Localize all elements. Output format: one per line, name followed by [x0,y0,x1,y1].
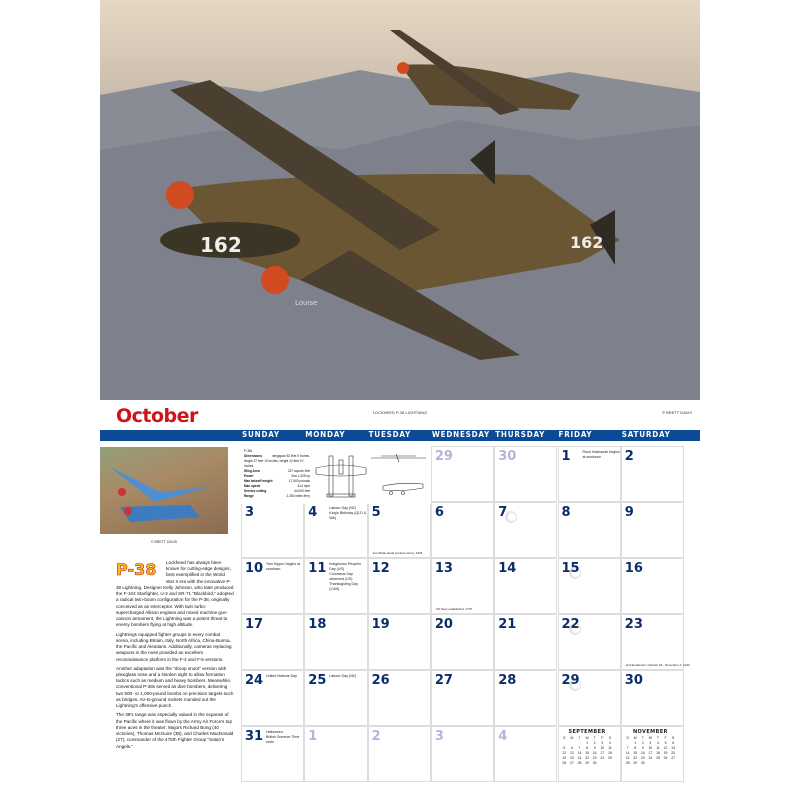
spec-value: 414 mph [297,483,310,488]
mini-day: 23 [640,756,645,760]
mini-day: 5 [563,746,566,750]
mini-day: 23 [592,756,597,760]
mini-weekday: S [608,736,611,740]
mini-day: 12 [562,751,567,755]
day-cell[interactable] [431,726,494,782]
mini-weekday: F [664,736,667,740]
mini-day: 8 [586,746,589,750]
mini-day: 19 [562,756,567,760]
mini-calendar-november [624,729,677,765]
calendar-grid [241,446,690,782]
mini-weekday: F [601,736,604,740]
day-number: 13 [434,561,453,576]
mini-day: 13 [570,751,574,755]
day-cell[interactable] [494,558,557,614]
mini-day: 22 [633,756,638,760]
day-number: 4 [498,729,508,744]
mini-day: 11 [656,746,660,750]
mini-blank [624,741,632,745]
article [116,560,234,753]
mini-day: 12 [663,746,668,750]
day-number: 7 [498,505,508,520]
article-paragraph: Lockheed has always been known for cutting-edge designs, best exemplified in the World War II era with the innovative P-38 Lightning. Designer Kelly Johnson, who later produced the F-104 Starfighter, U-2 and SR-71 "Blackbird," adopted a radical twin-boom configuration for the P-38, originally conceived as an interceptor. With twin turbo-supercharged Allison engines and mixed machine gun-cannon armament, the Lightning was a potent threat to enemy bombers flying at high altitude. [116,560,234,628]
day-cell[interactable] [368,502,431,558]
weekday-wednesday: WEDNESDAY [431,430,491,439]
day-cell[interactable] [241,614,304,670]
day-number: 14 [498,561,517,576]
mini-day: 28 [625,761,630,765]
spec-value: 2ea 1,425 hp [291,473,310,478]
mini-day: 10 [648,746,653,750]
mini-day: 3 [649,741,652,745]
day-cell[interactable] [494,446,557,502]
day-cell[interactable] [431,558,494,614]
spec-label: Max speed [244,483,261,488]
day-number: 27 [434,673,453,688]
day-cell[interactable] [494,726,557,782]
spec-value: length 37 feet 10 inches, height 12 feet 10 inches [244,458,304,468]
day-number: 15 [561,561,580,576]
day-number: 20 [434,617,453,632]
mini-day: 21 [625,756,630,760]
day-number: 23 [624,617,643,632]
day-cell[interactable] [431,502,494,558]
mini-day: 14 [577,751,582,755]
mini-day: 4 [657,741,659,745]
spec-label: Range [244,493,254,498]
day-number: 22 [561,617,580,632]
day-number: 30 [498,449,517,464]
day-notes [266,730,304,745]
day-number: 21 [498,617,517,632]
mini-blank [561,741,569,745]
weekday-saturday: SATURDAY [621,430,671,439]
holiday-note: Yom Kippur begins at sundown [266,562,301,572]
spec-label: Service ceiling [244,488,267,493]
mini-calendar-days [561,736,614,765]
day-number: 16 [624,561,643,576]
holiday-note: Rosh Hashanah begins at sundown [582,450,620,460]
photo-credit: © BRETT DAVIS [662,410,692,415]
mini-day: 14 [625,751,630,755]
day-number: 10 [245,561,264,576]
day-number: 11 [308,561,327,576]
mini-weekday: S [563,736,566,740]
day-number: 29 [561,673,580,688]
history-note: 1st official aerial combat victory, 1918 [372,551,423,555]
holiday-note: British Summer Time ends [266,735,300,745]
day-number: 26 [371,673,390,688]
mini-day: 27 [671,756,676,760]
day-cell[interactable] [558,614,621,670]
mini-day: 26 [562,761,567,765]
day-number: 1 [308,729,318,744]
mini-day: 30 [640,761,645,765]
day-cell[interactable] [304,726,367,782]
day-number: 31 [245,729,264,744]
mini-weekday: M [570,736,574,740]
mini-day: 5 [664,741,667,745]
holiday-note: Indigenous Peoples' Day (US) [329,562,362,572]
day-cell[interactable] [304,558,367,614]
article-heading: P-38 [116,560,157,579]
day-number: 3 [245,505,255,520]
mini-day: 28 [577,761,582,765]
day-cell[interactable] [621,670,684,726]
mini-day: 24 [600,756,605,760]
weekday-thursday: THURSDAY [495,430,546,439]
day-number: 19 [371,617,390,632]
weekday-sunday: SUNDAY [242,430,280,439]
spec-label: Power [244,473,254,478]
mini-day: 2 [641,741,644,745]
spec-table [244,449,310,499]
day-number: 9 [624,505,634,520]
day-number: 29 [434,449,453,464]
mini-day: 25 [607,756,612,760]
day-cell[interactable] [494,670,557,726]
mini-day: 25 [656,756,660,760]
spec-value: 44,000 feet [294,488,310,493]
mini-day: 13 [671,746,676,750]
three-view-drawing [311,448,431,504]
day-cell[interactable] [241,670,304,726]
day-cell[interactable] [558,502,621,558]
spec-value: wingspan 52 feet 0 inches, [272,453,310,458]
mini-day: 19 [663,751,668,755]
day-cell[interactable] [494,614,557,670]
day-number: 5 [371,505,381,520]
day-number: 2 [624,449,634,464]
day-cell[interactable] [368,726,431,782]
holiday-note: Labour Day (NZ) [329,506,357,510]
day-cell[interactable] [621,502,684,558]
mini-day: 26 [663,756,668,760]
day-notes [329,506,367,521]
hero-photo-p38-formation [100,0,700,400]
mini-day: 9 [641,746,644,750]
history-note: 2nd El Alamein, October 23 - November 4, 1942 [625,663,690,667]
mini-day: 20 [671,751,676,755]
day-number: 24 [245,673,264,688]
mini-day: 20 [570,756,574,760]
spec-box [241,446,431,504]
photo-caption: LOCKHEED P-38 LIGHTNING [372,410,428,415]
day-cell[interactable] [431,446,494,502]
mini-day: 27 [570,761,574,765]
day-cell[interactable] [241,726,304,782]
weekday-tuesday: TUESDAY [368,430,412,439]
mini-day: 16 [640,751,645,755]
day-cell[interactable] [241,502,304,558]
day-notes [266,674,304,679]
mini-weekday: W [648,736,652,740]
thumbnail-credit: © BRETT DAVIS [150,540,178,544]
mini-weekday: T [641,736,644,740]
mini-day: 9 [593,746,596,750]
holiday-note: Labour Day (NZ) [329,674,357,678]
mini-day: 1 [634,741,637,745]
mini-day: 7 [578,746,581,750]
day-cell[interactable] [621,558,684,614]
day-cell[interactable] [621,446,684,502]
day-cell[interactable] [368,614,431,670]
spec-value: 17,500 pounds [288,478,310,483]
day-number: 6 [434,505,444,520]
mini-day: 22 [585,756,589,760]
mini-weekday: S [626,736,629,740]
mini-weekday: T [656,736,659,740]
mini-day: 18 [607,751,612,755]
mini-day: 29 [633,761,638,765]
holiday-note: King's Birthday (QLD & WA) [329,511,367,521]
mini-day: 16 [592,751,597,755]
mini-day: 21 [577,756,582,760]
spec-row [244,494,310,499]
mini-day: 29 [585,761,589,765]
mini-day: 10 [600,746,605,750]
day-number: 8 [561,505,571,520]
spec-row [244,459,310,469]
spec-label: Max takeoff weight [244,478,273,483]
spec-label: Wing Area [244,468,260,473]
day-cell[interactable] [621,614,690,670]
day-cell[interactable] [431,614,494,670]
holiday-note: United Nations Day [266,674,297,678]
spec-title: P-38L [244,449,253,453]
article-paragraph: The 38's range was especially valued in the expanse of the Pacific where it was flown by the Army Air Force's top three aces in the theater: Majors Richard Bong (40 victories), Thomas McGuire (38), and Charles MacDonald (27), commander of the 475th Fighter Group "Satan's Angels." [116,712,234,749]
holiday-note: Halloween [266,730,283,734]
day-cell[interactable] [304,670,367,726]
spec-value: 2,260 miles ferry [286,493,310,498]
mini-weekday: M [633,736,637,740]
month-title: October [116,405,198,427]
day-cell[interactable] [558,558,621,614]
tail-number: 162 [570,233,604,252]
day-notes [583,450,621,460]
day-cell[interactable] [304,614,367,670]
mini-weekday: T [593,736,596,740]
mini-calendar-september [561,729,614,765]
mini-day: 6 [672,741,675,745]
mini-day: 24 [648,756,653,760]
mini-weekday: T [578,736,581,740]
mini-calendar-days [624,736,677,765]
day-number: 30 [624,673,643,688]
mini-weekday: W [585,736,589,740]
mini-day: 15 [633,751,638,755]
day-cell[interactable] [558,670,621,726]
mini-blank [568,741,576,745]
mini-day: 11 [608,746,612,750]
holiday-note: Thanksgiving Day (CAN) [329,582,358,592]
weekday-monday: MONDAY [305,430,346,439]
day-number: 28 [498,673,517,688]
mini-day: 17 [600,751,605,755]
spec-label: Dimensions [244,453,263,458]
day-cell[interactable] [368,670,431,726]
day-cell[interactable] [368,558,431,614]
article-paragraph: Another adaptation was the "droop snoot" version with plexiglass nose and a Norden sight to allow formation tactics such as medium and heavy bombers. Meanwhile, conventional P-38s served as dive bombers, delivering two 500- or 1,000-pound bombs on precision targets such as bridges. Air-to-ground rockets rounded out the Lightning's offensive punch. [116,665,234,709]
day-cell[interactable] [241,558,304,614]
day-notes [329,562,367,592]
mini-day: 15 [585,751,589,755]
mini-calendar-title: SEPTEMBER [568,729,606,735]
nose-name: Louise [295,299,318,307]
mini-day: 7 [626,746,629,750]
day-cell[interactable] [304,502,367,558]
day-number: 1 [561,449,571,464]
mini-day: 1 [586,741,589,745]
day-number: 12 [371,561,390,576]
day-cell[interactable] [558,446,621,502]
mini-day: 3 [601,741,604,745]
mini-day: 30 [592,761,597,765]
mini-day: 4 [608,741,611,745]
mini-weekday: S [672,736,675,740]
day-number: 18 [308,617,327,632]
day-notes [266,562,304,572]
history-note: US Navy established, 1775 [435,607,473,611]
mini-blank [576,741,584,745]
nose-number: 162 [200,233,242,257]
thumbnail-photo [100,447,228,534]
weekday-friday: FRIDAY [558,430,593,439]
day-cell[interactable] [431,670,494,726]
day-cell[interactable] [494,502,557,558]
day-number: 2 [371,729,381,744]
day-number: 4 [308,505,318,520]
day-number: 25 [308,673,327,688]
article-paragraph: Lightnings equipped fighter groups in every combat arena, including Britain, Italy, North Africa, China-Burma, the Pacific and Aleutians. Additionally, cameras replacing weapons in the nose provided an excellent reconnaissance platform in the F-4 and F-5 versions. [116,631,232,662]
day-notes [329,674,367,679]
mini-day: 6 [570,746,573,750]
mini-day: 18 [656,751,660,755]
day-number: 17 [245,617,264,632]
mini-day: 8 [634,746,637,750]
day-number: 3 [434,729,444,744]
mini-calendar-title: NOVEMBER [632,729,668,735]
mini-day: 17 [648,751,653,755]
spec-value: 327 square feet [287,468,310,473]
mini-day: 2 [593,741,596,745]
holiday-note: Columbus Day observed (US) [329,572,353,582]
